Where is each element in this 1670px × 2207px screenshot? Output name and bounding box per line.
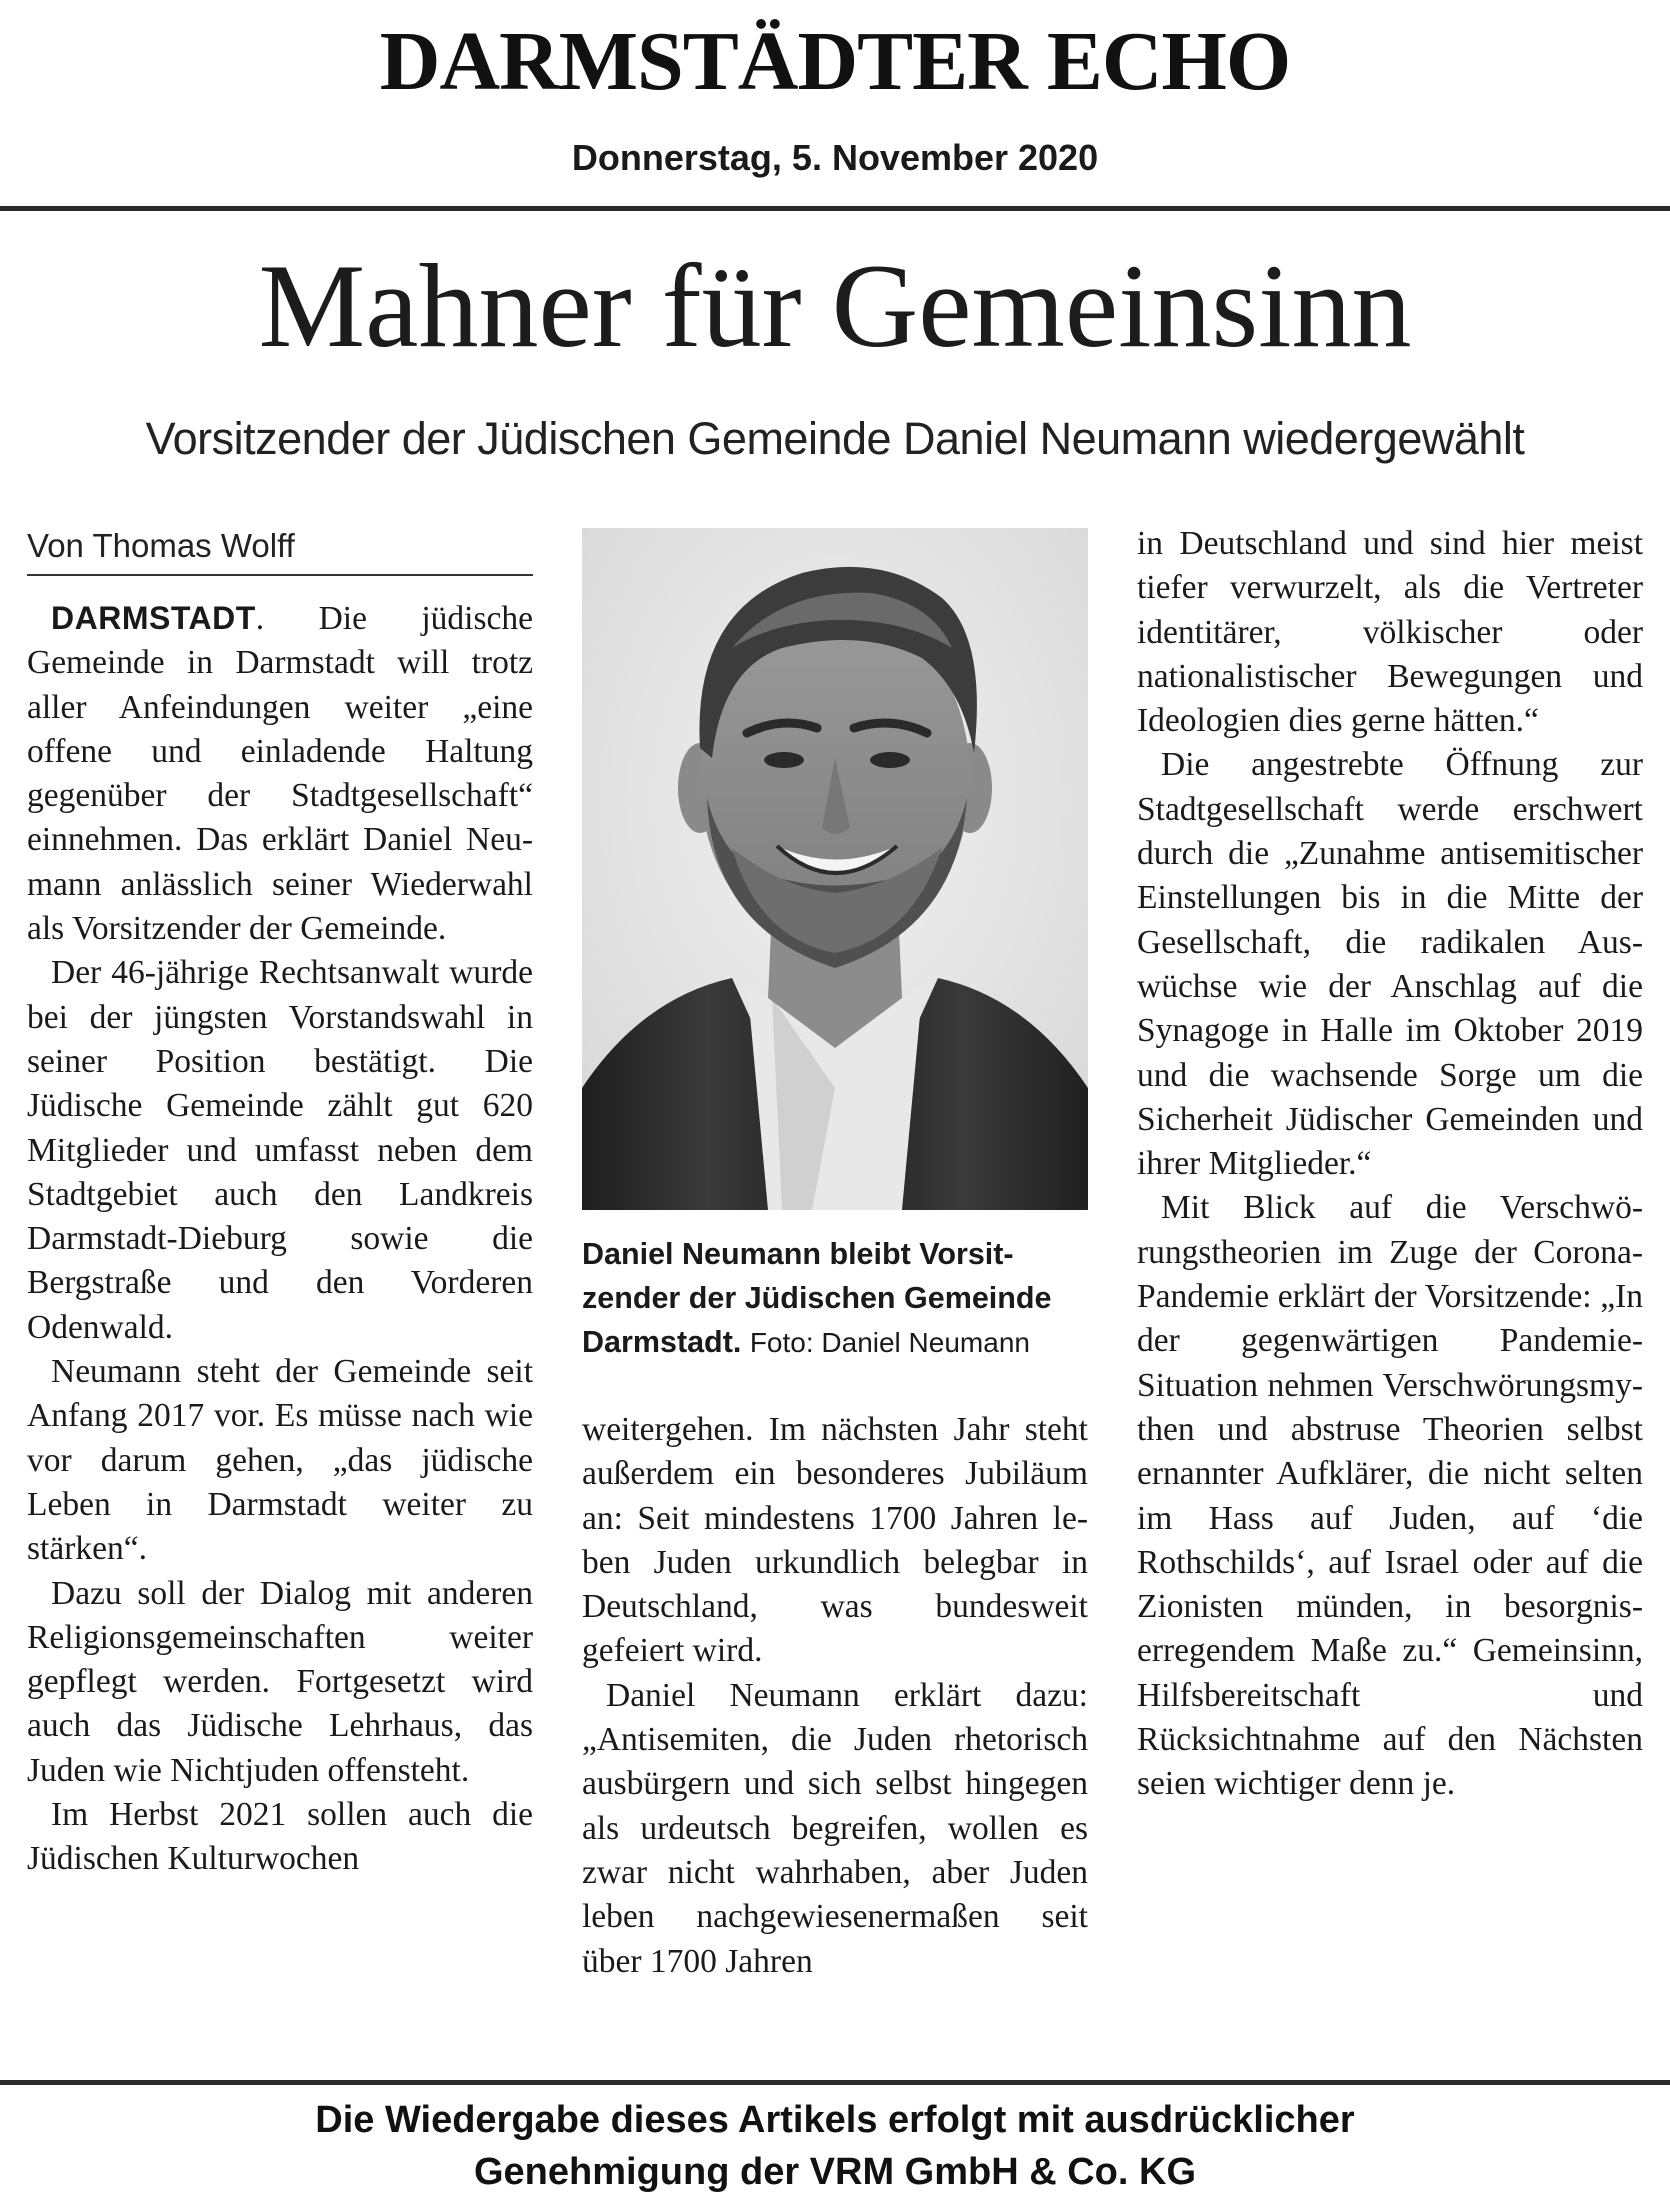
paragraph: Dazu soll der Dialog mit anderen Religionsgemeinschaften weiter gepflegt werden. Fortgesetzt wird auch das Jüdische Lehrhaus, das Juden wie Nichtjuden offensteht. bbox=[27, 1574, 533, 1789]
copyright-notice bbox=[0, 2094, 1670, 2198]
photo-caption bbox=[582, 1232, 1088, 1365]
article-headline: Mahner für Gemeinsinn bbox=[258, 239, 1412, 372]
article-column-1 bbox=[27, 522, 533, 1882]
newspaper-masthead: DARMSTÄDTER ECHO bbox=[379, 15, 1291, 108]
publication-date: Donnerstag, 5. November 2020 bbox=[571, 137, 1099, 178]
paragraph: DARMSTADT. Die jüdische Gemeinde in Darmstadt will trotz aller Anfeindungen weiter „eine offene und einladende Haltung gegenüber der Stadtgesellschaft“ einnehmen. Das erklärt Daniel Neumann anlässlich seiner Wiederwahl als Vorsitzender der Gemeinde. bbox=[27, 600, 533, 948]
paragraph: in Deutschland und sind hier meist tiefer verwurzelt, als die Vertreter identitärer, völkischer oder nationalistischer Bewegungen und Ideologien dies gerne hätten.“ bbox=[1137, 525, 1643, 740]
article-subheadline: Vorsitzender der Jüdischen Gemeinde Daniel Neumann wiedergewählt bbox=[145, 413, 1525, 464]
paragraph: Die angestrebte Öffnung zur Stadtgesellschaft werde erschwert durch die „Zunahme antisemitischer Einstellungen bis in die Mitte der Gesellschaft, die radikalen Auswüchse wie der Anschlag auf die Synagoge in Halle im Oktober 2019 und die wachsende Sorge um die Sicherheit Jüdischer Gemeinden und ihrer Mitglieder.“ bbox=[1137, 746, 1643, 1183]
photo-credit: Foto: Daniel Neumann bbox=[749, 1327, 1030, 1358]
byline: Von Thomas Wolff bbox=[27, 522, 533, 576]
copyright-line-1: Die Wiedergabe dieses Artikels erfolgt mit ausdrücklicher bbox=[315, 2099, 1355, 2141]
paragraph: Der 46-jährige Rechtsanwalt wurde bei der jüngsten Vorstandswahl in seiner Position bestätigt. Die Jüdische Gemeinde zählt gut 620 Mitglieder und umfasst neben dem Stadtgebiet auch den Landkreis Darmstadt-Dieburg sowie die Bergstraße und den Vorderen Odenwald. bbox=[27, 954, 533, 1346]
copyright-line-2: Genehmigung der VRM GmbH & Co. KG bbox=[473, 2151, 1197, 2193]
paragraph: Neumann steht der Gemeinde seit Anfang 2017 vor. Es müsse nach wie vor darum gehen, „das jüdische Leben in Darmstadt weiter zu stärken“. bbox=[27, 1353, 533, 1568]
portrait-photo bbox=[582, 528, 1088, 1210]
paragraph: Mit Blick auf die Verschwörungstheorien im Zuge der Corona-Pandemie erklärt der Vorsitzende: „In der gegenwärtigen Pandemie-Situation nehmen Verschwörungsmythen und abstruse Theorien selbst ernannter Aufklärer, die nicht selten im Hass auf Juden, auf ‘die Rothschilds‘, auf Israel oder auf die Zionisten münden, in besorgniserregendem Maße zu.“ Gemeinsinn, Hilfsbereitschaft und Rücksichtnahme auf den Nächsten seien wichtiger denn je. bbox=[1137, 1189, 1643, 1803]
paragraph: weitergehen. Im nächsten Jahr steht außerdem ein besonderes Jubiläum an: Seit mindestens 1700 Jahren leben Juden urkundlich belegbar in Deutschland, was bundesweit gefeiert wird. bbox=[582, 1411, 1088, 1670]
caption-text: Daniel Neumann bleibt Vorsitzender der Jüdischen Gemeinde Darmstadt. bbox=[582, 1237, 1052, 1359]
bottom-divider bbox=[0, 2080, 1670, 2085]
paragraph: Daniel Neumann erklärt dazu: „Antisemiten, die Juden rhetorisch ausbürgern und sich selbst hingegen als urdeutsch begreifen, wollen es zwar nicht wahrhaben, aber Juden leben nachgewiesenermaßen seit über 1700 Jahren bbox=[582, 1676, 1088, 1980]
dateline: DARMSTADT bbox=[51, 600, 256, 636]
top-divider bbox=[0, 206, 1670, 211]
article-column-2 bbox=[582, 1408, 1088, 1984]
article-column-3 bbox=[1137, 522, 1643, 1807]
paragraph: Im Herbst 2021 sollen auch die Jüdischen Kulturwochen bbox=[27, 1796, 533, 1878]
